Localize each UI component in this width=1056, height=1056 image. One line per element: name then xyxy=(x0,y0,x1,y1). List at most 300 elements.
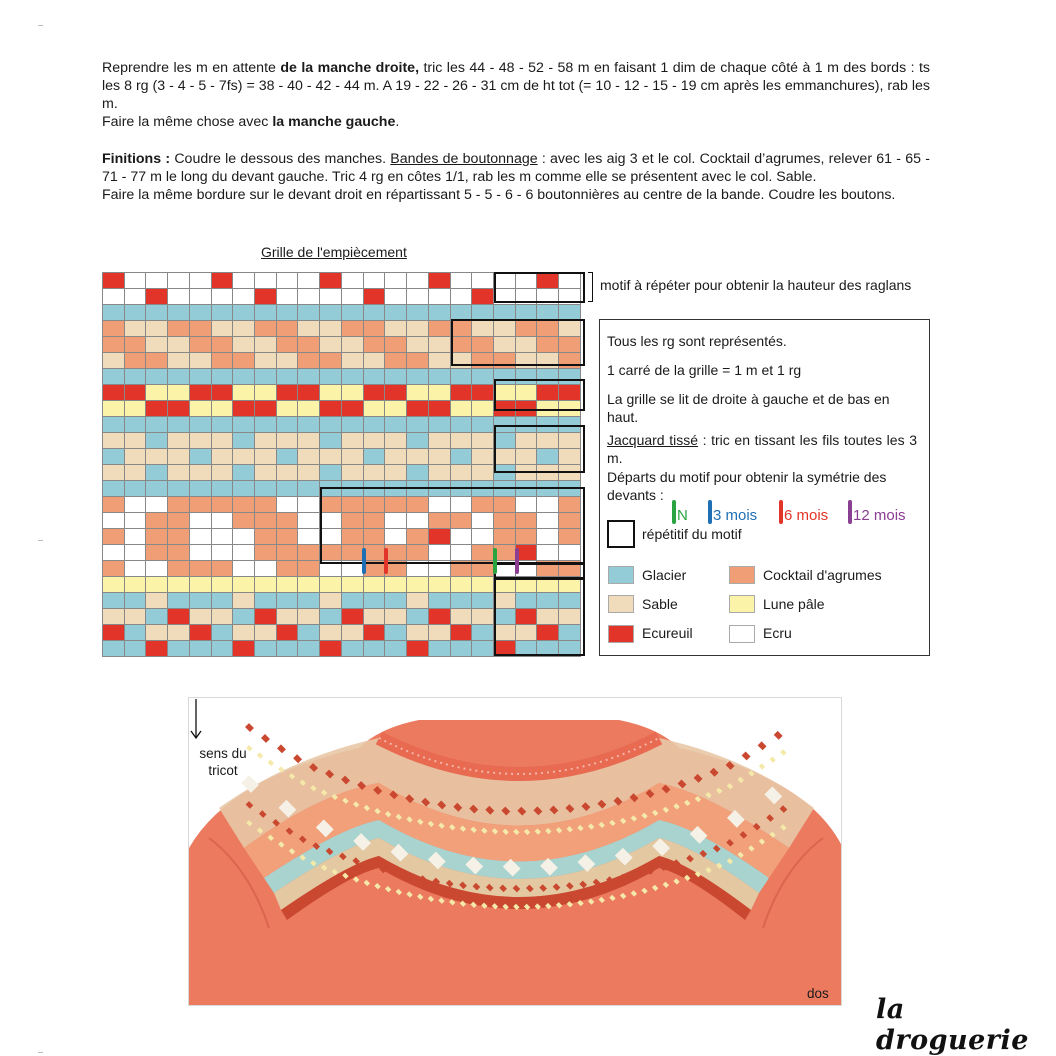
grid-cell xyxy=(537,273,559,289)
color-lune-pale: Lune pâle xyxy=(763,596,825,612)
grid-cell xyxy=(385,577,407,593)
grid-cell xyxy=(472,401,494,417)
grid-cell xyxy=(146,433,168,449)
grid-cell xyxy=(255,449,277,465)
grid-cell xyxy=(385,529,407,545)
grid-cell xyxy=(451,417,473,433)
grid-cell xyxy=(103,545,125,561)
raglan-repeat-note: motif à répéter pour obtenir la hauteur des raglans xyxy=(600,277,912,293)
grid-cell xyxy=(472,577,494,593)
sleeve-text-run: la manche gauche xyxy=(272,114,396,130)
grid-cell xyxy=(146,641,168,657)
grid-cell xyxy=(451,433,473,449)
grid-cell xyxy=(407,401,429,417)
finishing-text-run: Finitions : xyxy=(102,151,171,167)
grid-cell xyxy=(190,497,212,513)
size-12-mois: 12 mois xyxy=(848,500,906,524)
grid-cell xyxy=(429,417,451,433)
grid-cell xyxy=(429,593,451,609)
grid-cell xyxy=(255,545,277,561)
grid-cell xyxy=(190,513,212,529)
crop-mark xyxy=(38,540,43,541)
grid-cell xyxy=(559,305,581,321)
grid-cell xyxy=(146,577,168,593)
grid-cell xyxy=(407,481,429,497)
grid-cell xyxy=(472,289,494,305)
grid-cell xyxy=(364,449,386,465)
grid-cell xyxy=(168,609,190,625)
grid-cell xyxy=(320,641,342,657)
grid-cell xyxy=(494,305,516,321)
grid-cell xyxy=(146,337,168,353)
grid-cell xyxy=(277,625,299,641)
grid-cell xyxy=(190,353,212,369)
grid-cell xyxy=(212,321,234,337)
grid-cell xyxy=(537,305,559,321)
sweater-illustration xyxy=(189,698,842,1006)
grid-cell xyxy=(407,465,429,481)
grid-cell xyxy=(342,577,364,593)
grid-cell xyxy=(233,273,255,289)
grid-cell xyxy=(429,449,451,465)
grid-cell xyxy=(407,577,429,593)
start-tick-3-mois xyxy=(362,548,366,574)
stitch-motif xyxy=(774,731,783,740)
stitch-motif xyxy=(277,744,286,753)
grid-cell xyxy=(125,641,147,657)
grid-cell xyxy=(494,401,516,417)
grid-cell xyxy=(537,641,559,657)
grid-cell xyxy=(233,385,255,401)
grid-cell xyxy=(190,593,212,609)
grid-cell xyxy=(342,481,364,497)
color-cocktail: Cocktail d'agrumes xyxy=(763,567,882,583)
grid-cell xyxy=(125,369,147,385)
start-tick-12-mois xyxy=(515,548,519,574)
grid-cell xyxy=(212,545,234,561)
grid-cell xyxy=(385,593,407,609)
grid-cell xyxy=(472,545,494,561)
grid-cell xyxy=(212,625,234,641)
grid-cell xyxy=(125,593,147,609)
grid-cell xyxy=(494,625,516,641)
grid-cell xyxy=(429,561,451,577)
color-ecureuil: Ecureuil xyxy=(642,625,693,641)
start-tick-6-mois xyxy=(384,548,388,574)
grid-cell xyxy=(168,401,190,417)
grid-cell xyxy=(429,513,451,529)
grid-cell xyxy=(451,465,473,481)
sleeve-text-run: tric les 44 - 48 - 52 - 58 m en faisant 1 dim de chaque côté à 1 m des bords : ts les 8 rg (3 - 4 - 5 - 7fs) = 38 - 40 - 42 - 44 m. A 19 - 22 - 26 - 31 cm de ht tot (= 10 - 12 - 15 - 19 cm après les emmanchures), rab les m. xyxy=(102,60,931,112)
grid-cell xyxy=(298,289,320,305)
grid-cell xyxy=(233,497,255,513)
grid-cell xyxy=(168,385,190,401)
grid-cell xyxy=(277,545,299,561)
grid-cell xyxy=(342,449,364,465)
grid-cell xyxy=(385,609,407,625)
grid-cell xyxy=(233,321,255,337)
grid-cell xyxy=(364,417,386,433)
grid-cell xyxy=(103,433,125,449)
grid-cell xyxy=(298,385,320,401)
grid-cell xyxy=(168,593,190,609)
grid-cell xyxy=(103,577,125,593)
grid-cell xyxy=(494,497,516,513)
grid-cell xyxy=(320,433,342,449)
grid-cell xyxy=(277,465,299,481)
grid-cell xyxy=(494,641,516,657)
grid-cell xyxy=(255,577,277,593)
color-sable: Sable xyxy=(642,596,678,612)
grid-cell xyxy=(320,625,342,641)
grid-cell xyxy=(537,561,559,577)
grid-cell xyxy=(277,593,299,609)
grid-cell xyxy=(298,529,320,545)
grid-cell xyxy=(146,561,168,577)
grid-cell xyxy=(429,369,451,385)
grid-cell xyxy=(168,625,190,641)
grid-cell xyxy=(429,641,451,657)
grid-cell xyxy=(559,497,581,513)
grid-cell xyxy=(342,641,364,657)
grid-cell xyxy=(233,545,255,561)
grid-cell xyxy=(516,609,538,625)
finishing-text-run: : avec les aig 3 et le col. Cocktail d’agrumes, relever 61 - 65 - 71 - 77 m le long du devant gauche. Tric 4 rg en côtes 1/1, rab les m comme elle se présentent avec le col. Sable. xyxy=(102,151,930,185)
grid-cell xyxy=(320,545,342,561)
grid-cell xyxy=(537,417,559,433)
grid-cell xyxy=(494,273,516,289)
grid-cell xyxy=(103,561,125,577)
grid-cell xyxy=(212,481,234,497)
grid-cell xyxy=(342,385,364,401)
stitch-motif xyxy=(293,754,302,763)
grid-cell xyxy=(472,513,494,529)
grid-cell xyxy=(277,401,299,417)
grid-cell xyxy=(494,433,516,449)
grid-cell xyxy=(125,433,147,449)
grid-cell xyxy=(385,625,407,641)
grid-cell xyxy=(494,609,516,625)
grid-cell xyxy=(342,305,364,321)
swatch-cocktail xyxy=(729,566,755,584)
grid-cell xyxy=(320,577,342,593)
grid-cell xyxy=(407,321,429,337)
grid-cell xyxy=(233,337,255,353)
grid-cell xyxy=(364,545,386,561)
grid-cell xyxy=(451,481,473,497)
grid-cell xyxy=(168,321,190,337)
sleeve-text-run: Reprendre les m en attente xyxy=(102,60,281,76)
grid-cell xyxy=(190,401,212,417)
chart-legend xyxy=(599,319,930,656)
grid-cell xyxy=(255,465,277,481)
grid-cell xyxy=(407,353,429,369)
size-6-mois: 6 mois xyxy=(779,500,828,524)
grid-cell xyxy=(168,337,190,353)
grid-cell xyxy=(168,433,190,449)
sleeve-text-run: de la manche droite, xyxy=(280,60,420,76)
grid-cell xyxy=(320,465,342,481)
grid-cell xyxy=(364,593,386,609)
grid-cell xyxy=(146,593,168,609)
grid-cell xyxy=(103,593,125,609)
grid-cell xyxy=(429,465,451,481)
grid-cell xyxy=(125,481,147,497)
size-3-mois-tick xyxy=(708,500,712,524)
grid-cell xyxy=(494,561,516,577)
grid-cell xyxy=(559,337,581,353)
grid-cell xyxy=(146,385,168,401)
grid-cell xyxy=(472,593,494,609)
grid-cell xyxy=(125,273,147,289)
grid-cell xyxy=(277,449,299,465)
grid-cell xyxy=(429,545,451,561)
grid-cell xyxy=(168,529,190,545)
grid-cell xyxy=(255,433,277,449)
grid-cell xyxy=(168,497,190,513)
grid-cell xyxy=(364,369,386,385)
grid-cell xyxy=(385,273,407,289)
crop-mark xyxy=(38,25,43,26)
grid-cell xyxy=(212,529,234,545)
grid-cell xyxy=(407,417,429,433)
grid-cell xyxy=(559,545,581,561)
grid-cell xyxy=(320,593,342,609)
grid-cell xyxy=(103,529,125,545)
grid-cell xyxy=(146,321,168,337)
grid-cell xyxy=(342,417,364,433)
grid-cell xyxy=(168,369,190,385)
raglan-bracket xyxy=(588,272,593,302)
grid-cell xyxy=(407,609,429,625)
grid-cell xyxy=(451,625,473,641)
grid-cell xyxy=(537,353,559,369)
grid-cell xyxy=(559,593,581,609)
grid-cell xyxy=(451,577,473,593)
grid-cell xyxy=(472,561,494,577)
grid-cell xyxy=(255,337,277,353)
grid-cell xyxy=(537,529,559,545)
grid-cell xyxy=(298,497,320,513)
grid-cell xyxy=(125,401,147,417)
grid-cell xyxy=(385,417,407,433)
grid-cell xyxy=(342,321,364,337)
grid-cell xyxy=(559,641,581,657)
grid-cell xyxy=(103,513,125,529)
grid-cell xyxy=(255,593,277,609)
grid-cell xyxy=(364,273,386,289)
grid-cell xyxy=(385,449,407,465)
grid-cell xyxy=(190,433,212,449)
grid-cell xyxy=(559,289,581,305)
grid-cell xyxy=(255,561,277,577)
legend-jacquard xyxy=(607,431,917,467)
grid-cell xyxy=(451,353,473,369)
grid-cell xyxy=(233,481,255,497)
grid-cell xyxy=(212,401,234,417)
grid-cell xyxy=(146,497,168,513)
grid-cell xyxy=(342,289,364,305)
grid-cell xyxy=(385,353,407,369)
grid-cell xyxy=(342,545,364,561)
grid-cell xyxy=(385,385,407,401)
grid-cell xyxy=(125,449,147,465)
legend-square-meaning: 1 carré de la grille = 1 m et 1 rg xyxy=(607,362,802,378)
grid-cell xyxy=(407,561,429,577)
grid-cell xyxy=(537,385,559,401)
grid-cell xyxy=(451,305,473,321)
grid-cell xyxy=(320,353,342,369)
grid-cell xyxy=(320,449,342,465)
grid-cell xyxy=(190,449,212,465)
grid-cell xyxy=(472,433,494,449)
grid-cell xyxy=(320,481,342,497)
grid-cell xyxy=(559,449,581,465)
grid-cell xyxy=(277,433,299,449)
grid-cell xyxy=(277,289,299,305)
stitch-motif xyxy=(769,757,775,763)
grid-cell xyxy=(472,369,494,385)
grid-cell xyxy=(212,497,234,513)
grid-cell xyxy=(320,513,342,529)
grid-cell xyxy=(364,481,386,497)
grid-cell xyxy=(342,513,364,529)
grid-cell xyxy=(472,337,494,353)
legend-departs: Départs du motif pour obtenir la symétrie des devants : xyxy=(607,469,887,503)
grid-cell xyxy=(190,545,212,561)
grid-cell xyxy=(342,353,364,369)
grid-cell xyxy=(472,529,494,545)
grid-cell xyxy=(429,385,451,401)
grid-cell xyxy=(472,497,494,513)
stitch-motif xyxy=(261,734,270,743)
grid-cell xyxy=(233,529,255,545)
grid-cell xyxy=(516,593,538,609)
grid-cell xyxy=(559,385,581,401)
grid-cell xyxy=(407,305,429,321)
grid-cell xyxy=(255,529,277,545)
grid-cell xyxy=(364,529,386,545)
brand-logo: la droguerie xyxy=(876,994,1029,1056)
grid-cell xyxy=(168,449,190,465)
grid-cell xyxy=(298,593,320,609)
grid-cell xyxy=(451,513,473,529)
grid-cell xyxy=(451,449,473,465)
stitch-motif xyxy=(245,723,254,732)
sleeve-text-run: Faire la même chose avec xyxy=(102,114,273,130)
swatch-ecru xyxy=(729,625,755,643)
grid-cell xyxy=(342,609,364,625)
grid-cell xyxy=(451,497,473,513)
knitting-direction-label: sens du tricot xyxy=(199,746,247,778)
grid-cell xyxy=(298,465,320,481)
grid-cell xyxy=(298,321,320,337)
grid-cell xyxy=(559,577,581,593)
grid-cell xyxy=(168,305,190,321)
grid-cell xyxy=(103,353,125,369)
grid-cell xyxy=(342,529,364,545)
grid-cell xyxy=(125,545,147,561)
grid-cell xyxy=(472,481,494,497)
grid-cell xyxy=(364,497,386,513)
grid-cell xyxy=(103,337,125,353)
grid-cell xyxy=(516,481,538,497)
grid-cell xyxy=(342,337,364,353)
grid-cell xyxy=(212,609,234,625)
color-glacier: Glacier xyxy=(642,567,687,583)
grid-cell xyxy=(146,513,168,529)
grid-cell xyxy=(385,433,407,449)
grid-cell xyxy=(537,609,559,625)
grid-cell xyxy=(212,417,234,433)
grid-cell xyxy=(255,641,277,657)
grid-cell xyxy=(146,353,168,369)
grid-cell xyxy=(364,641,386,657)
grid-cell xyxy=(168,273,190,289)
grid-cell xyxy=(125,529,147,545)
grid-cell xyxy=(233,609,255,625)
grid-cell xyxy=(537,625,559,641)
grid-cell xyxy=(125,513,147,529)
grid-cell xyxy=(537,481,559,497)
grid-cell xyxy=(125,465,147,481)
grid-cell xyxy=(429,353,451,369)
grid-cell xyxy=(364,401,386,417)
grid-cell xyxy=(364,353,386,369)
grid-cell xyxy=(298,369,320,385)
grid-cell xyxy=(494,593,516,609)
finishing-text-run: Faire la même bordure sur le devant droit en répartissant 5 - 5 - 6 - 6 boutonnières au centre de la bande. Coudre les boutons. xyxy=(102,187,896,203)
grid-cell xyxy=(385,401,407,417)
grid-cell xyxy=(429,609,451,625)
grid-cell xyxy=(537,545,559,561)
grid-cell xyxy=(146,465,168,481)
grid-cell xyxy=(320,385,342,401)
grid-cell xyxy=(429,305,451,321)
grid-cell xyxy=(451,545,473,561)
grid-cell xyxy=(233,433,255,449)
grid-cell xyxy=(233,449,255,465)
grid-cell xyxy=(516,513,538,529)
grid-cell xyxy=(494,465,516,481)
grid-cell xyxy=(364,609,386,625)
size-3-mois: 3 mois xyxy=(708,500,757,524)
grid-cell xyxy=(429,497,451,513)
grid-cell xyxy=(255,481,277,497)
grid-cell xyxy=(146,625,168,641)
grid-cell xyxy=(494,529,516,545)
grid-cell xyxy=(298,449,320,465)
grid-cell xyxy=(537,401,559,417)
grid-cell xyxy=(190,289,212,305)
grid-cell xyxy=(559,417,581,433)
legend-reading-direction: La grille se lit de droite à gauche et de bas en haut. xyxy=(607,391,890,425)
grid-cell xyxy=(364,337,386,353)
grid-cell xyxy=(125,385,147,401)
grid-cell xyxy=(212,433,234,449)
grid-cell xyxy=(472,305,494,321)
grid-cell xyxy=(298,433,320,449)
grid-cell xyxy=(537,321,559,337)
grid-cell xyxy=(146,481,168,497)
swatch-sable xyxy=(608,595,634,613)
grid-cell xyxy=(168,561,190,577)
grid-cell xyxy=(320,273,342,289)
grid-cell xyxy=(212,641,234,657)
grid-cell xyxy=(516,529,538,545)
grid-cell xyxy=(320,561,342,577)
grid-cell xyxy=(103,305,125,321)
